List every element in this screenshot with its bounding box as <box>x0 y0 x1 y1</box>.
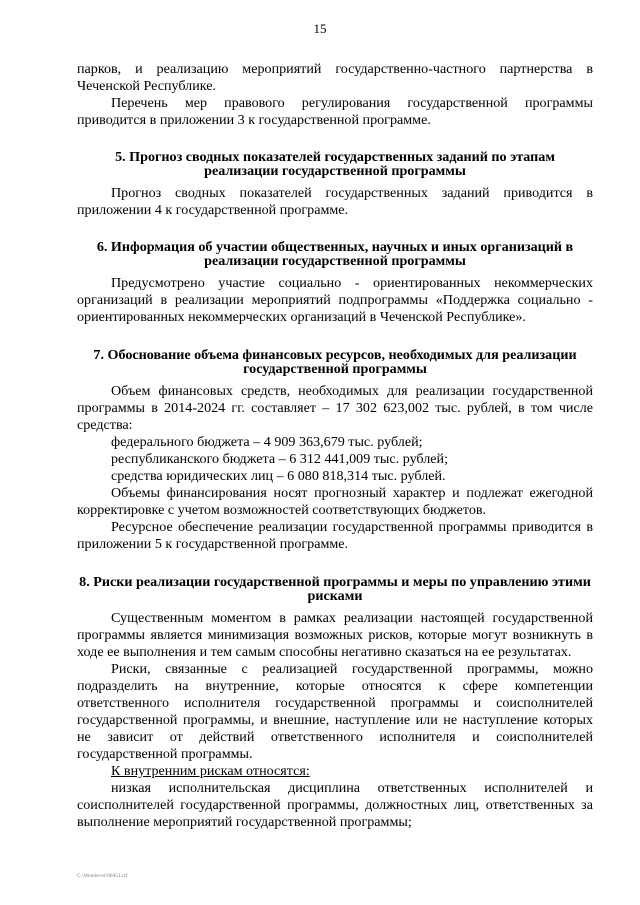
page-number: 15 <box>313 21 327 36</box>
paragraph: Предусмотрено участие социально - ориентированных некоммерческих организаций в реализации мероприятий подпрограммы «Поддержка социально - ориентированных некоммерческих организаций в Чеченской Республике». <box>77 275 593 325</box>
paragraph: низкая исполнительская дисциплина ответственных исполнителей и соисполнителей государственной программы, должностных лиц, ответственных за выполнение мероприятий государственной программы; <box>77 780 593 830</box>
list-item: средства юридических лиц – 6 080 818,314 тыс. рублей. <box>111 468 446 484</box>
section-heading-5: 5. Прогноз сводных показателей государственных заданий по этапам реализации государственной программы <box>115 149 555 179</box>
paragraph: Перечень мер правового регулирования государственной программы приводится в приложении 3 к государственной программе. <box>77 95 593 128</box>
paragraph: Риски, связанные с реализацией государственной программы, можно подразделить на внутренние, которые относятся к сфере компетенции ответственного исполнителя государственной программы и соисполнителей государственной программы, и внешние, наступление или не наступление которых не зависит от действий ответственного исполнителя и соисполнителей государственной программы. <box>77 661 593 762</box>
list-item: федерального бюджета – 4 909 363,679 тыс. рублей; <box>111 434 423 450</box>
footer-path: C:\Wendover\00451.rtf <box>77 874 128 879</box>
underlined-text: К внутренним рискам относятся: <box>111 763 310 779</box>
paragraph: Объем финансовых средств, необходимых для реализации государственной программы в 2014-2024 гг. составляет – 17 302 623,002 тыс. рублей, в том числе средства: <box>77 383 593 433</box>
section-heading-6: 6. Информация об участии общественных, научных и иных организаций в реализации государственной программы <box>96 239 574 269</box>
paragraph: Существенным моментом в рамках реализации настоящей государственной программы является минимизация возможных рисков, которые могут возникнуть в ходе ее выполнения и тем самым способны негативно сказаться на ее результатах. <box>77 610 593 660</box>
paragraph: Ресурсное обеспечение реализации государственной программы приводится в приложении 5 к государственной программе. <box>77 519 593 552</box>
section-heading-7: 7. Обоснование объема финансовых ресурсов, необходимых для реализации государственной программы <box>93 347 577 377</box>
list-heading <box>77 763 593 780</box>
page-content <box>77 61 593 831</box>
paragraph: Прогноз сводных показателей государственных заданий приводится в приложении 4 к государственной программе. <box>77 185 593 218</box>
list-item: республиканского бюджета – 6 312 441,009 тыс. рублей; <box>111 451 448 467</box>
section-heading-8: 8. Риски реализации государственной программы и меры по управлению этими рисками <box>79 574 591 604</box>
paragraph: парков, и реализацию мероприятий государственно-частного партнерства в Чеченской Республике. <box>77 61 593 94</box>
paragraph: Объемы финансирования носят прогнозный характер и подлежат ежегодной корректировке с учетом возможностей соответствующих бюджетов. <box>77 485 593 518</box>
